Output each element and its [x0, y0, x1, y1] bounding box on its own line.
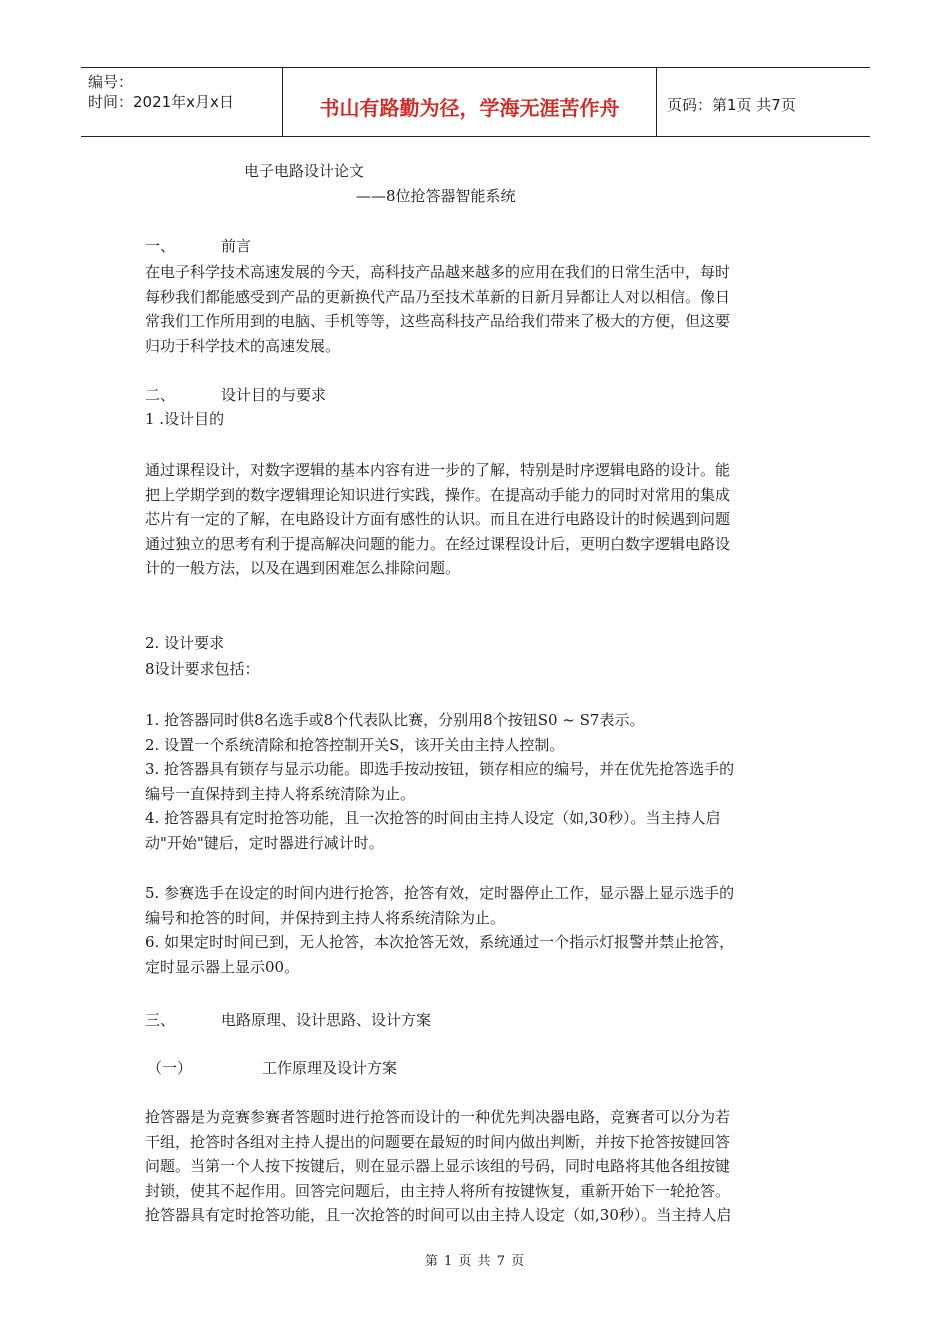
- list-item: 4. 抢答器具有定时抢答功能，且一次抢答的时间由主持人设定（如,30秒）。当主持人启: [145, 809, 721, 827]
- list-item: 1. 抢答器同时供8名选手或8个代表队比赛，分别用8个按钮S0 ~ S7表示。: [145, 711, 645, 729]
- header-info-cell: [81, 68, 283, 136]
- requirements-list-a: [145, 708, 810, 855]
- list-item: 编号和抢答的时间，并保持到主持人将系统清除为止。: [145, 908, 506, 927]
- section-3-title: 电路原理、设计思路、设计方案: [221, 1011, 432, 1029]
- header-page-cell: [658, 68, 870, 136]
- doc-subtitle: ——8位抢答器智能系统: [356, 187, 516, 205]
- text-line: 问题。当第一个人按下按键后，则在显示器上显示该组的号码，同时电路将其他各组按键: [145, 1157, 731, 1175]
- header-motto-cell: [283, 68, 657, 136]
- motto: 书山有路勤为径，学海无涯苦作舟: [319, 96, 620, 120]
- text-line: 通过课程设计，对数字逻辑的基本内容有进一步的了解，特别是时序逻辑电路的设计。能: [145, 461, 731, 479]
- text-line: 芯片有一定的了解，在电路设计方面有感性的认识。而且在进行电路设计的时候遇到问题: [145, 510, 731, 528]
- section-1-body: [145, 260, 810, 358]
- text-line: 计的一般方法，以及在遇到困难怎么排除问题。: [145, 559, 461, 577]
- section-2-title: 设计目的与要求: [221, 386, 327, 404]
- section-1-number: 一、: [145, 237, 176, 255]
- subsection-3-1-title: 工作原理及设计方案: [262, 1059, 398, 1077]
- section-1-title: 前言: [221, 237, 252, 255]
- text-line: 常我们工作所用到的电脑、手机等等，这些高科技产品给我们带来了极大的方便，但这要: [145, 312, 731, 330]
- doc-title: 电子电路设计论文: [244, 162, 365, 180]
- page-footer: 第 1 页 共 7 页: [424, 1254, 526, 1269]
- text-line: 抢答器是为竞赛参赛者答题时进行抢答而设计的一种优先判决器电路，竞赛者可以分为若: [145, 1108, 731, 1126]
- page-info: 页码：第1页 共7页: [667, 96, 796, 114]
- section-3-number: 三、: [145, 1011, 176, 1029]
- requirements-list-b: [145, 881, 810, 979]
- number-label: 编号：: [88, 73, 134, 91]
- text-line: 干组，抢答时各组对主持人提出的问题要在最短的时间内做出判断，并按下抢答按键回答: [145, 1132, 731, 1151]
- list-item: 编号一直保持到主持人将系统清除为止。: [145, 784, 416, 803]
- subsection-2-1-title: 1 .设计目的: [145, 410, 225, 428]
- list-item: 5. 参赛选手在设定的时间内进行抢答，抢答有效，定时器停止工作，显示器上显示选手的: [145, 884, 735, 902]
- text-line: 在电子科学技术高速发展的今天，高科技产品越来越多的应用在我们的日常生活中，每时: [145, 263, 731, 281]
- text-line: 每秒我们都能感受到产品的更新换代产品乃至技术革新的日新月异都让人对以相信。像日: [145, 287, 731, 306]
- section-2-number: 二、: [145, 386, 176, 404]
- subsection-3-1-number: （一）: [147, 1059, 193, 1077]
- list-item: 动"开始"键后，定时器进行减计时。: [145, 833, 384, 852]
- subsection-2-1-body: [145, 458, 810, 581]
- list-item: 6. 如果定时时间已到，无人抢答，本次抢答无效，系统通过一个指示灯报警并禁止抢答，: [145, 933, 735, 951]
- section-3-body: [145, 1105, 810, 1228]
- text-line: 归功于科学技术的高速发展。: [145, 336, 341, 355]
- text-line: 把上学期学到的数字逻辑理论知识进行实践，操作。在提高动手能力的同时对常用的集成: [145, 485, 731, 504]
- text-line: 通过独立的思考有利于提高解决问题的能力。在经过课程设计后，更明白数字逻辑电路设: [145, 534, 731, 553]
- date-label: 时间：2021年x月x日: [88, 93, 234, 111]
- subsection-2-2-title: 2. 设计要求: [145, 634, 225, 652]
- text-line: 抢答器具有定时抢答功能，且一次抢答的时间可以由主持人设定（如,30秒）。当主持人启: [145, 1206, 732, 1224]
- header-table: [81, 67, 870, 137]
- list-item: 3. 抢答器具有锁存与显示功能。即选手按动按钮，锁存相应的编号，并在优先抢答选手的: [145, 760, 735, 778]
- list-item: 2. 设置一个系统清除和抢答控制开关S，该开关由主持人控制。: [145, 735, 565, 754]
- text-line: 封锁，使其不起作用。回答完问题后，由主持人将所有按键恢复，重新开始下一轮抢答。: [145, 1181, 731, 1200]
- list-item: 定时显示器上显示00。: [145, 957, 300, 976]
- requirements-intro: 8设计要求包括：: [145, 660, 260, 678]
